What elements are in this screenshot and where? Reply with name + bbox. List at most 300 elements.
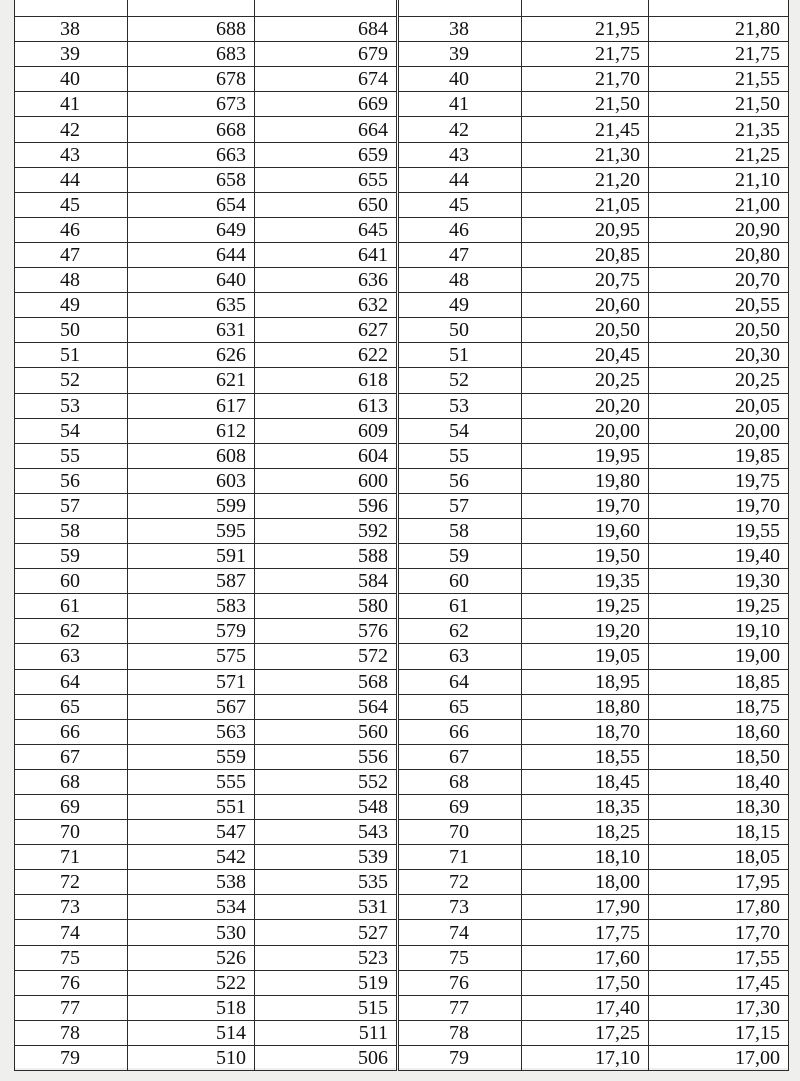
row-number-cell: 50 <box>15 318 128 343</box>
value-cell: 18,10 <box>522 845 649 870</box>
value-cell: 17,30 <box>649 995 789 1020</box>
right-table-body <box>399 0 789 1071</box>
row-number-cell: 65 <box>15 694 128 719</box>
value-cell: 641 <box>255 242 397 267</box>
row-number-cell: 70 <box>15 820 128 845</box>
table-row <box>399 870 789 895</box>
table-row <box>399 493 789 518</box>
value-cell: 636 <box>255 268 397 293</box>
row-number-cell: 73 <box>15 895 128 920</box>
table-row <box>399 820 789 845</box>
table-row <box>399 318 789 343</box>
value-cell: 600 <box>255 468 397 493</box>
value-cell: 673 <box>128 92 255 117</box>
value-cell: 21,70 <box>522 67 649 92</box>
value-cell: 530 <box>128 920 255 945</box>
value-cell: 538 <box>128 870 255 895</box>
value-cell: 17,75 <box>522 920 649 945</box>
table-row <box>399 393 789 418</box>
row-number-cell: 43 <box>15 142 128 167</box>
value-cell: 21,05 <box>522 192 649 217</box>
table-row <box>15 0 397 17</box>
row-number-cell: 56 <box>399 468 522 493</box>
table-row <box>15 744 397 769</box>
value-cell: 584 <box>255 569 397 594</box>
row-number-cell: 54 <box>399 418 522 443</box>
value-cell: 519 <box>255 970 397 995</box>
table-row <box>15 619 397 644</box>
table-row <box>15 468 397 493</box>
value-cell: 17,80 <box>649 895 789 920</box>
table-row <box>15 368 397 393</box>
row-number-cell: 51 <box>399 343 522 368</box>
row-number-cell: 78 <box>15 1020 128 1045</box>
table-row <box>15 544 397 569</box>
table-row <box>15 443 397 468</box>
table-row <box>399 945 789 970</box>
value-cell: 531 <box>255 895 397 920</box>
row-number-cell: 63 <box>15 644 128 669</box>
value-cell: 526 <box>128 945 255 970</box>
table-row <box>399 42 789 67</box>
value-cell: 21,50 <box>522 92 649 117</box>
row-number-cell: 44 <box>399 167 522 192</box>
row-number-cell: 76 <box>15 970 128 995</box>
value-cell: 18,40 <box>649 769 789 794</box>
value-cell: 17,15 <box>649 1020 789 1045</box>
value-cell: 20,55 <box>649 293 789 318</box>
value-cell: 535 <box>255 870 397 895</box>
row-number-cell: 53 <box>15 393 128 418</box>
value-cell: 17,90 <box>522 895 649 920</box>
row-number-cell: 77 <box>15 995 128 1020</box>
value-cell: 17,40 <box>522 995 649 1020</box>
value-cell: 17,00 <box>649 1045 789 1070</box>
value-cell: 644 <box>128 242 255 267</box>
value-cell: 659 <box>255 142 397 167</box>
value-cell: 514 <box>128 1020 255 1045</box>
value-cell: 19,25 <box>522 594 649 619</box>
row-number-cell: 45 <box>15 192 128 217</box>
row-number-cell: 43 <box>399 142 522 167</box>
value-cell: 19,10 <box>649 619 789 644</box>
row-number-cell: 49 <box>399 293 522 318</box>
table-row <box>399 619 789 644</box>
row-number-cell: 46 <box>399 217 522 242</box>
value-cell: 19,55 <box>649 518 789 543</box>
value-cell: 19,85 <box>649 443 789 468</box>
row-number-cell: 62 <box>15 619 128 644</box>
row-number-cell: 69 <box>15 795 128 820</box>
value-cell: 523 <box>255 945 397 970</box>
table-row <box>399 719 789 744</box>
value-cell: 18,60 <box>649 719 789 744</box>
table-row <box>15 418 397 443</box>
value-cell: 632 <box>255 293 397 318</box>
row-number-cell: 66 <box>15 719 128 744</box>
row-number-cell: 71 <box>15 845 128 870</box>
table-row <box>399 669 789 694</box>
table-row <box>15 518 397 543</box>
table-row <box>399 268 789 293</box>
table-row <box>399 544 789 569</box>
table-row <box>399 242 789 267</box>
value-cell: 18,75 <box>649 694 789 719</box>
value-cell: 654 <box>128 192 255 217</box>
value-cell: 688 <box>128 17 255 42</box>
table-row <box>15 1045 397 1070</box>
table-row <box>399 694 789 719</box>
row-number-cell: 71 <box>399 845 522 870</box>
table-row <box>399 845 789 870</box>
table-row <box>399 117 789 142</box>
table-row <box>15 393 397 418</box>
table-row <box>399 443 789 468</box>
row-number-cell: 69 <box>399 795 522 820</box>
table-row <box>15 945 397 970</box>
value-cell: 613 <box>255 393 397 418</box>
value-cell: 551 <box>128 795 255 820</box>
row-number-cell: 66 <box>399 719 522 744</box>
row-number-cell: 45 <box>399 192 522 217</box>
table-row <box>399 769 789 794</box>
row-number-cell: 44 <box>15 167 128 192</box>
row-number-cell: 51 <box>15 343 128 368</box>
table-row <box>15 343 397 368</box>
value-cell: 604 <box>255 443 397 468</box>
value-cell: 596 <box>255 493 397 518</box>
row-number-cell: 39 <box>399 42 522 67</box>
value-cell: 572 <box>255 644 397 669</box>
row-number-cell: 57 <box>399 493 522 518</box>
value-cell: 21,10 <box>649 167 789 192</box>
table-row <box>399 594 789 619</box>
left-table-body <box>15 0 397 1071</box>
value-cell: 17,55 <box>649 945 789 970</box>
table-row <box>399 92 789 117</box>
value-cell: 603 <box>128 468 255 493</box>
row-number-cell: 55 <box>15 443 128 468</box>
value-cell: 534 <box>128 895 255 920</box>
row-number-cell: 59 <box>399 544 522 569</box>
row-number-cell: 72 <box>15 870 128 895</box>
table-row <box>15 895 397 920</box>
value-cell: 555 <box>128 769 255 794</box>
value-cell: 20,50 <box>522 318 649 343</box>
value-cell: 18,25 <box>522 820 649 845</box>
row-number-cell: 74 <box>15 920 128 945</box>
table-row <box>15 694 397 719</box>
value-cell: 608 <box>128 443 255 468</box>
value-cell: 21,55 <box>649 67 789 92</box>
table-row <box>399 217 789 242</box>
row-number-cell: 55 <box>399 443 522 468</box>
value-cell <box>649 0 789 17</box>
row-number-cell: 77 <box>399 995 522 1020</box>
value-cell: 575 <box>128 644 255 669</box>
table-row <box>399 468 789 493</box>
value-cell: 21,30 <box>522 142 649 167</box>
table-row <box>399 644 789 669</box>
value-cell: 571 <box>128 669 255 694</box>
table-row <box>15 67 397 92</box>
table-row <box>15 795 397 820</box>
value-cell: 18,80 <box>522 694 649 719</box>
value-cell: 635 <box>128 293 255 318</box>
value-cell: 20,25 <box>649 368 789 393</box>
row-number-cell: 70 <box>399 820 522 845</box>
right-score-table <box>398 0 789 1071</box>
value-cell: 560 <box>255 719 397 744</box>
value-cell: 576 <box>255 619 397 644</box>
value-cell: 568 <box>255 669 397 694</box>
value-cell: 547 <box>128 820 255 845</box>
table-row <box>15 268 397 293</box>
value-cell: 20,45 <box>522 343 649 368</box>
value-cell: 21,35 <box>649 117 789 142</box>
value-cell: 645 <box>255 217 397 242</box>
value-cell: 20,70 <box>649 268 789 293</box>
row-number-cell: 40 <box>15 67 128 92</box>
value-cell: 548 <box>255 795 397 820</box>
table-row <box>399 1020 789 1045</box>
value-cell: 19,35 <box>522 569 649 594</box>
value-cell: 19,80 <box>522 468 649 493</box>
table-row <box>15 192 397 217</box>
value-cell: 20,95 <box>522 217 649 242</box>
table-row <box>399 995 789 1020</box>
value-cell: 17,50 <box>522 970 649 995</box>
row-number-cell: 52 <box>399 368 522 393</box>
table-row <box>399 167 789 192</box>
table-row <box>399 17 789 42</box>
value-cell: 655 <box>255 167 397 192</box>
value-cell: 19,95 <box>522 443 649 468</box>
value-cell: 622 <box>255 343 397 368</box>
row-number-cell: 79 <box>15 1045 128 1070</box>
value-cell: 522 <box>128 970 255 995</box>
table-row <box>15 17 397 42</box>
value-cell: 20,75 <box>522 268 649 293</box>
value-cell: 684 <box>255 17 397 42</box>
row-number-cell: 65 <box>399 694 522 719</box>
row-number-cell: 47 <box>399 242 522 267</box>
value-cell: 18,55 <box>522 744 649 769</box>
value-cell <box>128 0 255 17</box>
value-cell: 21,25 <box>649 142 789 167</box>
row-number-cell: 56 <box>15 468 128 493</box>
table-row <box>15 719 397 744</box>
value-cell: 591 <box>128 544 255 569</box>
value-cell: 19,70 <box>522 493 649 518</box>
table-row <box>15 644 397 669</box>
value-cell: 19,00 <box>649 644 789 669</box>
value-cell: 20,80 <box>649 242 789 267</box>
row-number-cell: 61 <box>399 594 522 619</box>
row-number-cell: 78 <box>399 1020 522 1045</box>
value-cell: 17,10 <box>522 1045 649 1070</box>
value-cell: 599 <box>128 493 255 518</box>
value-cell: 19,75 <box>649 468 789 493</box>
row-number-cell: 46 <box>15 217 128 242</box>
value-cell: 18,15 <box>649 820 789 845</box>
row-number-cell: 58 <box>399 518 522 543</box>
value-cell: 20,00 <box>522 418 649 443</box>
table-row <box>399 418 789 443</box>
row-number-cell: 60 <box>15 569 128 594</box>
row-number-cell: 40 <box>399 67 522 92</box>
table-row <box>15 42 397 67</box>
value-cell: 556 <box>255 744 397 769</box>
value-cell: 663 <box>128 142 255 167</box>
row-number-cell: 47 <box>15 242 128 267</box>
value-cell: 21,95 <box>522 17 649 42</box>
value-cell: 559 <box>128 744 255 769</box>
table-row <box>399 920 789 945</box>
table-row <box>15 318 397 343</box>
value-cell: 621 <box>128 368 255 393</box>
value-cell: 580 <box>255 594 397 619</box>
value-cell: 20,90 <box>649 217 789 242</box>
value-cell: 19,20 <box>522 619 649 644</box>
row-number-cell: 41 <box>15 92 128 117</box>
value-cell: 510 <box>128 1045 255 1070</box>
value-cell: 20,30 <box>649 343 789 368</box>
value-cell: 564 <box>255 694 397 719</box>
table-row <box>15 493 397 518</box>
value-cell: 21,75 <box>522 42 649 67</box>
value-cell: 658 <box>128 167 255 192</box>
value-cell: 674 <box>255 67 397 92</box>
value-cell: 18,50 <box>649 744 789 769</box>
table-row <box>15 845 397 870</box>
value-cell: 612 <box>128 418 255 443</box>
value-cell: 21,50 <box>649 92 789 117</box>
value-cell: 21,00 <box>649 192 789 217</box>
row-number-cell: 68 <box>15 769 128 794</box>
table-row <box>399 970 789 995</box>
table-row <box>15 142 397 167</box>
value-cell: 20,05 <box>649 393 789 418</box>
row-number-cell: 41 <box>399 92 522 117</box>
value-cell: 583 <box>128 594 255 619</box>
value-cell: 640 <box>128 268 255 293</box>
row-number-cell: 52 <box>15 368 128 393</box>
value-cell: 17,45 <box>649 970 789 995</box>
table-row <box>15 870 397 895</box>
table-row <box>15 1020 397 1045</box>
value-cell: 19,60 <box>522 518 649 543</box>
row-number-cell: 79 <box>399 1045 522 1070</box>
row-number-cell: 42 <box>15 117 128 142</box>
value-cell: 20,20 <box>522 393 649 418</box>
value-cell: 17,25 <box>522 1020 649 1045</box>
table-row <box>399 895 789 920</box>
value-cell: 506 <box>255 1045 397 1070</box>
row-number-cell: 72 <box>399 870 522 895</box>
value-cell: 631 <box>128 318 255 343</box>
row-number-cell: 73 <box>399 895 522 920</box>
table-row <box>15 569 397 594</box>
value-cell: 678 <box>128 67 255 92</box>
value-cell: 669 <box>255 92 397 117</box>
value-cell: 18,35 <box>522 795 649 820</box>
table-row <box>399 0 789 17</box>
value-cell: 552 <box>255 769 397 794</box>
value-cell: 18,00 <box>522 870 649 895</box>
value-cell: 515 <box>255 995 397 1020</box>
value-cell: 20,50 <box>649 318 789 343</box>
value-cell: 650 <box>255 192 397 217</box>
row-number-cell: 50 <box>399 318 522 343</box>
value-cell: 19,30 <box>649 569 789 594</box>
value-cell: 20,25 <box>522 368 649 393</box>
row-number-cell: 64 <box>399 669 522 694</box>
table-row <box>15 769 397 794</box>
table-row <box>399 518 789 543</box>
value-cell: 588 <box>255 544 397 569</box>
value-cell: 679 <box>255 42 397 67</box>
row-number-cell: 64 <box>15 669 128 694</box>
row-number-cell: 60 <box>399 569 522 594</box>
value-cell: 18,70 <box>522 719 649 744</box>
table-row <box>399 67 789 92</box>
left-score-table <box>14 0 397 1071</box>
value-cell: 618 <box>255 368 397 393</box>
row-number-cell: 48 <box>399 268 522 293</box>
value-cell: 664 <box>255 117 397 142</box>
row-number-cell: 61 <box>15 594 128 619</box>
value-cell: 17,95 <box>649 870 789 895</box>
value-cell: 20,60 <box>522 293 649 318</box>
value-cell: 17,70 <box>649 920 789 945</box>
table-row <box>399 343 789 368</box>
value-cell: 617 <box>128 393 255 418</box>
row-number-cell <box>399 0 522 17</box>
value-cell: 579 <box>128 619 255 644</box>
row-number-cell: 39 <box>15 42 128 67</box>
row-number-cell: 49 <box>15 293 128 318</box>
value-cell: 609 <box>255 418 397 443</box>
table-row <box>15 92 397 117</box>
row-number-cell: 75 <box>15 945 128 970</box>
table-row <box>399 569 789 594</box>
row-number-cell: 74 <box>399 920 522 945</box>
value-cell: 563 <box>128 719 255 744</box>
value-cell: 592 <box>255 518 397 543</box>
row-number-cell: 57 <box>15 493 128 518</box>
table-row <box>15 970 397 995</box>
value-cell: 21,80 <box>649 17 789 42</box>
row-number-cell <box>15 0 128 17</box>
table-row <box>399 1045 789 1070</box>
value-cell: 587 <box>128 569 255 594</box>
value-cell: 19,50 <box>522 544 649 569</box>
value-cell: 539 <box>255 845 397 870</box>
row-number-cell: 63 <box>399 644 522 669</box>
value-cell: 21,45 <box>522 117 649 142</box>
row-number-cell: 42 <box>399 117 522 142</box>
value-cell: 19,25 <box>649 594 789 619</box>
row-number-cell: 38 <box>15 17 128 42</box>
paper-sheet <box>14 0 788 1068</box>
table-row <box>15 820 397 845</box>
table-row <box>15 920 397 945</box>
value-cell: 649 <box>128 217 255 242</box>
value-cell: 567 <box>128 694 255 719</box>
table-row <box>15 293 397 318</box>
value-cell: 18,30 <box>649 795 789 820</box>
